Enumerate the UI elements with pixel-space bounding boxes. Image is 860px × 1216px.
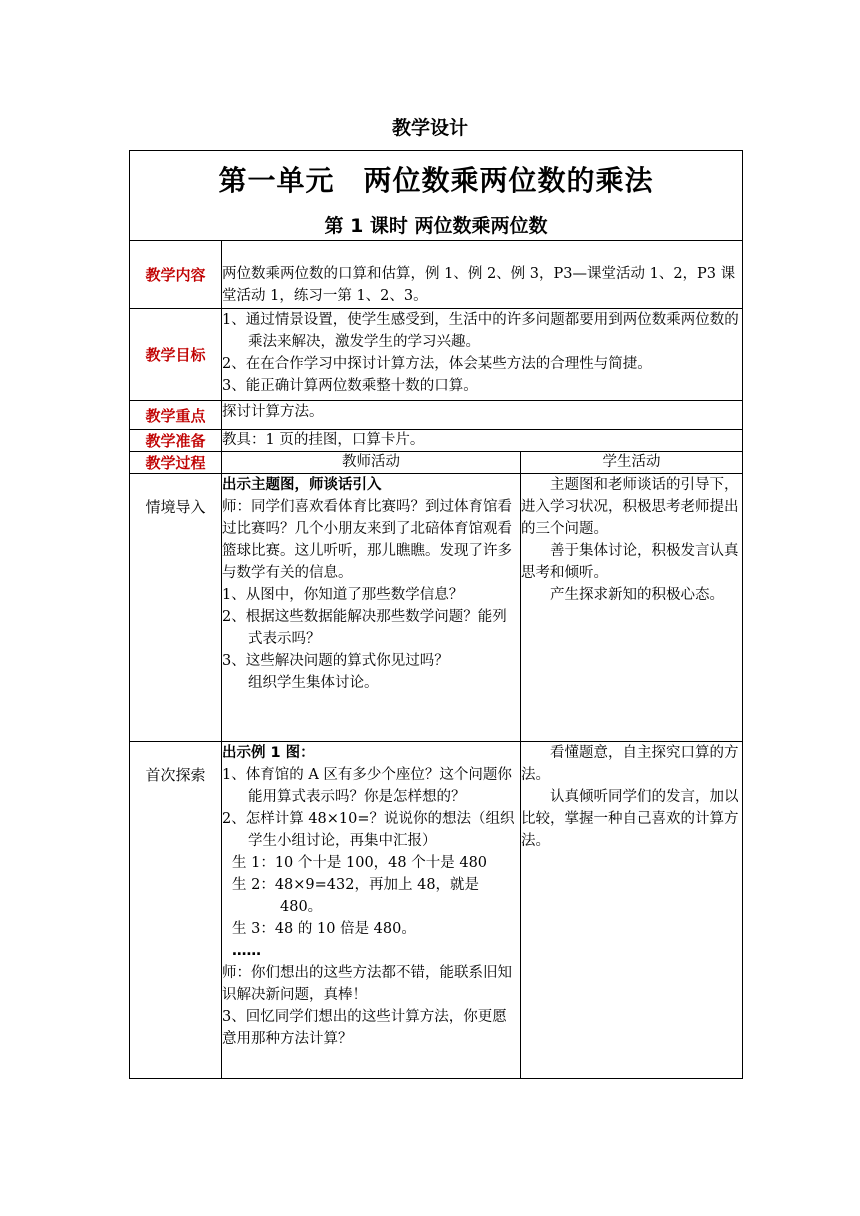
teacher-question: 2、怎样计算 48×10=？说说你的想法（组织学生小组讨论，再集中汇报） bbox=[222, 811, 515, 849]
teacher-question: 3、这些解决问题的算式你见过吗？ bbox=[222, 653, 449, 669]
goal-item: 3、能正确计算两位数乘整十数的口算。 bbox=[222, 378, 478, 394]
content-text: 两位数乘两位数的口算和估算，例 1、例 2、例 3，P3—课堂活动 1、2，P3 课堂活动 1，练习一第 1、2、3。 bbox=[222, 241, 743, 309]
header-row bbox=[130, 151, 743, 241]
stage-name: 首次探索 bbox=[130, 742, 222, 1079]
student-activity: 看懂题意，自主探究口算的方法。 bbox=[521, 745, 739, 783]
stage-row bbox=[130, 742, 743, 1079]
student-activity: 主题图和老师谈话的引导下，进入学习状况，积极思考老师提出的三个问题。 bbox=[521, 477, 739, 537]
student-answer: 480。 bbox=[280, 899, 323, 915]
teacher-activity-cell bbox=[222, 742, 521, 1079]
content-label: 教学内容 bbox=[130, 241, 222, 309]
teacher-question: 2、根据这些数据能解决那些数学问题？能列式表示吗？ bbox=[222, 609, 507, 647]
process-header-row bbox=[130, 452, 743, 474]
stage-row bbox=[130, 474, 743, 742]
goals-row bbox=[130, 309, 743, 401]
teacher-question: 1、从图中，你知道了那些数学信息？ bbox=[222, 587, 464, 603]
teacher-question: 3、回忆同学们想出的这些计算方法，你更愿意用那种方法计算？ bbox=[222, 1009, 507, 1047]
goals-label: 教学目标 bbox=[130, 309, 222, 401]
prep-row bbox=[130, 430, 743, 452]
student-activity-cell bbox=[521, 474, 743, 742]
stage-name: 情境导入 bbox=[130, 474, 222, 742]
ellipsis: …… bbox=[232, 943, 261, 959]
teacher-heading: 出示主题图，师谈话引入 bbox=[222, 477, 382, 493]
teacher-intro: 师：同学们喜欢看体育比赛吗？到过体育馆看过比赛吗？几个小朋友来到了北碚体育馆观看篮球比赛。这儿听听，那儿瞧瞧。发现了许多与数学有关的信息。 bbox=[222, 499, 512, 581]
student-activity-header: 学生活动 bbox=[521, 452, 743, 474]
header-cell bbox=[130, 151, 743, 241]
teacher-activity-cell bbox=[222, 474, 521, 742]
focus-text: 探讨计算方法。 bbox=[222, 401, 743, 430]
content-row bbox=[130, 241, 743, 309]
goal-item: 1、通过情景设置，使学生感受到，生活中的许多问题都要用到两位数乘两位数的乘法来解决，激发学生的学习兴趣。 bbox=[222, 312, 739, 350]
teacher-heading: 出示例 1 图： bbox=[222, 745, 315, 761]
student-activity-cell bbox=[521, 742, 743, 1079]
student-activity: 认真倾听同学们的发言，加以比较，掌握一种自己喜欢的计算方法。 bbox=[521, 789, 739, 849]
prep-label: 教学准备 bbox=[130, 430, 222, 452]
student-activity: 产生探求新知的积极心态。 bbox=[550, 587, 724, 603]
unit-title: 第一单元 两位数乘两位数的乘法 bbox=[218, 164, 654, 197]
student-answer: 生 2：48×9=432，再加上 48，就是 bbox=[232, 877, 480, 893]
teacher-tail: 组织学生集体讨论。 bbox=[248, 675, 379, 691]
focus-label: 教学重点 bbox=[130, 401, 222, 430]
process-label: 教学过程 bbox=[130, 452, 222, 474]
student-answer: 生 1：10 个十是 100，48 个十是 480 bbox=[232, 855, 488, 871]
lesson-plan-table bbox=[129, 150, 743, 1079]
teacher-praise: 师：你们想出的这些方法都不错，能联系旧知识解决新问题，真棒！ bbox=[222, 965, 512, 1003]
goal-item: 2、在在合作学习中探讨计算方法，体会某些方法的合理性与简捷。 bbox=[222, 356, 652, 372]
student-answer: 生 3：48 的 10 倍是 480。 bbox=[232, 921, 416, 937]
document-title: 教学设计 bbox=[391, 117, 468, 139]
student-activity: 善于集体讨论，积极发言认真思考和倾听。 bbox=[521, 543, 739, 581]
teacher-activity-header: 教师活动 bbox=[222, 452, 521, 474]
goals-cell bbox=[222, 309, 743, 401]
lesson-title: 第 1 课时 两位数乘两位数 bbox=[324, 215, 548, 237]
prep-text: 教具：1 页的挂图，口算卡片。 bbox=[222, 430, 743, 452]
focus-row bbox=[130, 401, 743, 430]
teacher-question: 1、体育馆的 A 区有多少个座位？这个问题你能用算式表示吗？你是怎样想的？ bbox=[222, 767, 512, 805]
